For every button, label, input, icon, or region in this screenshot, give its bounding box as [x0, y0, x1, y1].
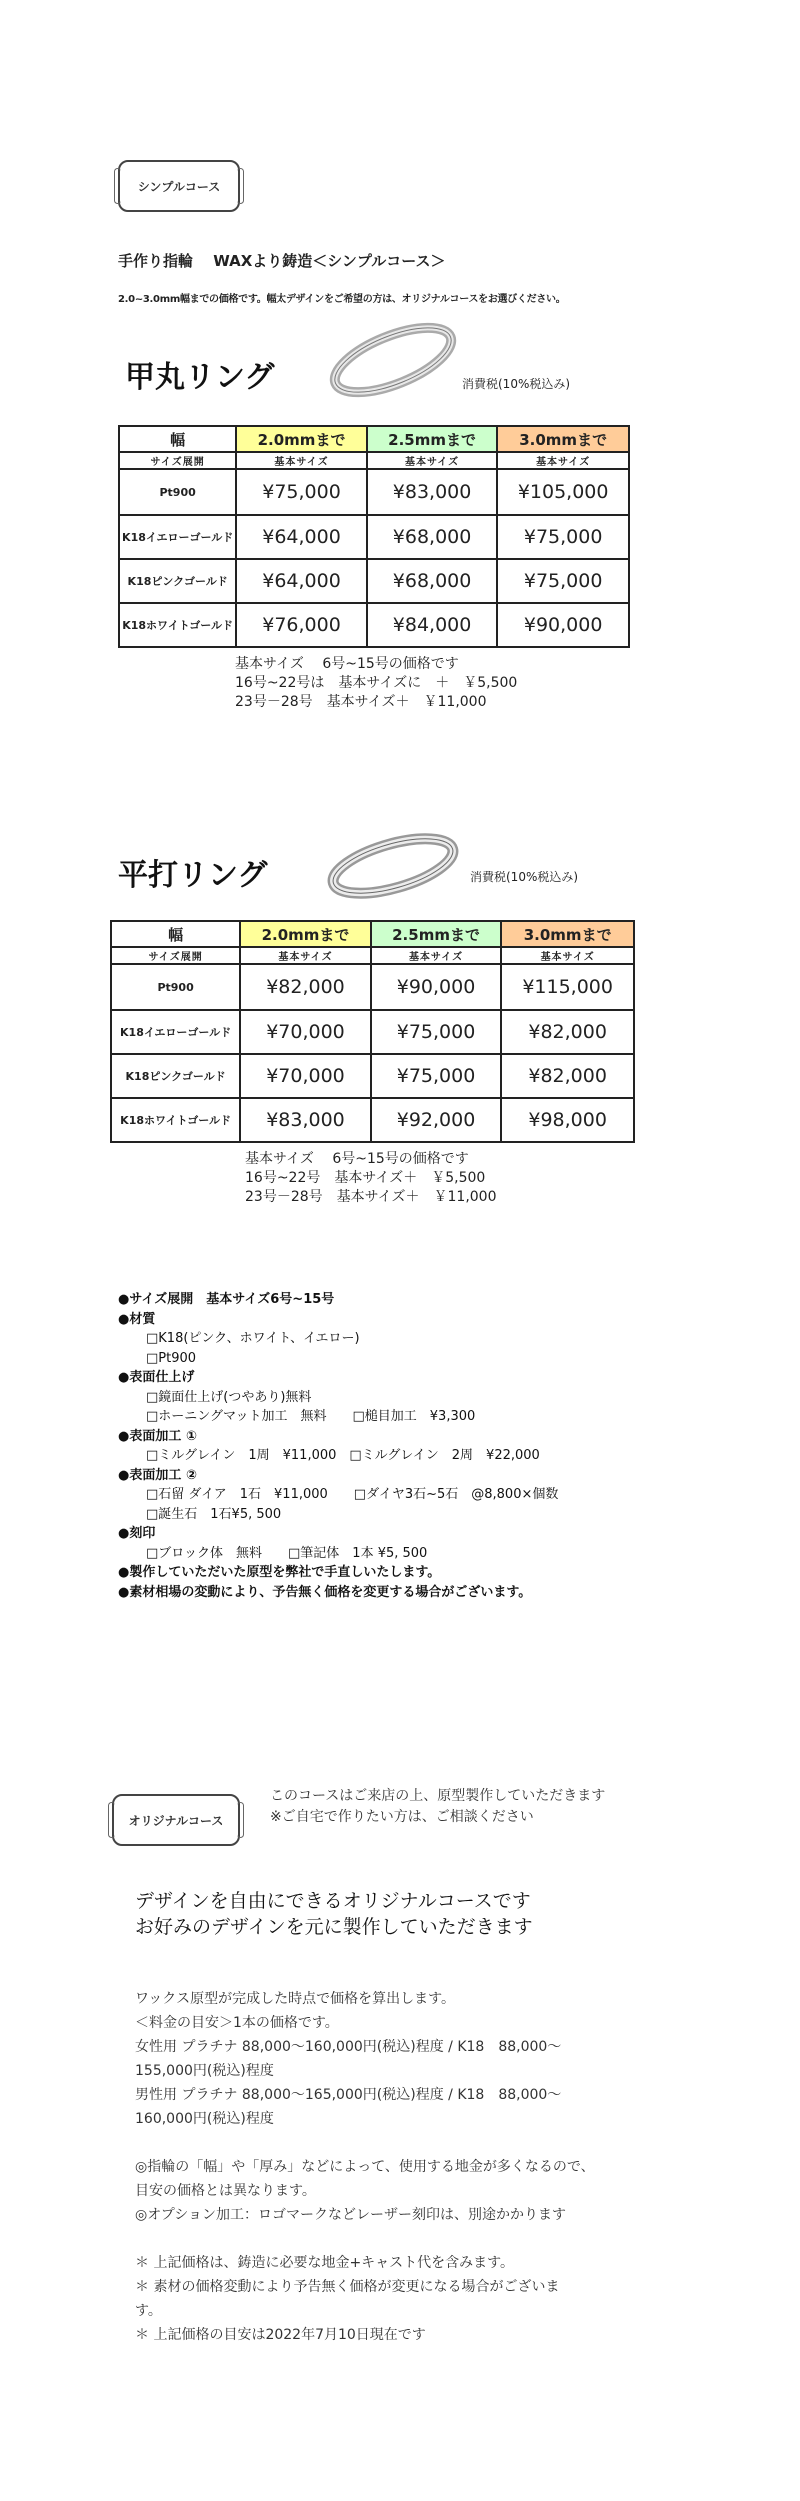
hirauchi-tax-note: 消費税(10%税込み)	[470, 870, 579, 884]
size-header: サイズ展開	[111, 947, 240, 964]
price-cell: ¥82,000	[501, 1054, 634, 1098]
price-cell: ¥75,000	[371, 1054, 502, 1098]
table-row	[119, 469, 629, 515]
width-header: 幅	[119, 426, 236, 452]
body-line: ＊ 上記価格は、鋳造に必要な地金+キャスト代を含みます。	[135, 2255, 515, 2271]
original-lead	[135, 1888, 533, 1940]
width-col-2mm: 2.0mmまで	[236, 426, 367, 452]
base-size-label: 基本サイズ	[501, 947, 634, 964]
body-line: ◎オプション加工：ロゴマークなどレーザー刻印は、別途かかります	[135, 2207, 566, 2223]
base-size-label: 基本サイズ	[367, 452, 498, 469]
material-cell: K18ホワイトゴールド	[119, 603, 236, 647]
size-note: 16号~22号 基本サイズ＋ ￥5,500	[245, 1170, 486, 1186]
price-cell: ¥68,000	[367, 559, 498, 603]
base-size-label: 基本サイズ	[240, 947, 371, 964]
price-cell: ¥76,000	[236, 603, 367, 647]
hirauchi-price-table	[110, 920, 635, 1143]
width-col-3mm: 3.0mmまで	[497, 426, 629, 452]
price-cell: ¥75,000	[497, 515, 629, 559]
spec-line: □鏡面仕上げ(つやあり)無料	[146, 1389, 312, 1405]
width-col-2-5mm: 2.5mmまで	[367, 426, 498, 452]
price-cell: ¥64,000	[236, 559, 367, 603]
spec-line: ●素材相場の変動により、予告無く価格を変更する場合がございます。	[118, 1584, 532, 1600]
body-line: 160,000円(税込)程度	[135, 2111, 274, 2127]
price-cell: ¥90,000	[497, 603, 629, 647]
body-line	[135, 2227, 695, 2251]
koumaru-ring-image	[318, 315, 468, 405]
simple-course-label-text: シンプルコース	[137, 179, 221, 194]
original-intro	[270, 1786, 605, 1828]
body-line: ＊ 素材の価格変動により予告無く価格が変更になる場合がございま	[135, 2279, 560, 2295]
width-col-2mm: 2.0mmまで	[240, 921, 371, 947]
body-line: 男性用 プラチナ 88,000～165,000円(税込)程度 / K18 88,000～	[135, 2087, 562, 2103]
koumaru-size-notes	[235, 655, 517, 712]
price-cell: ¥83,000	[367, 469, 498, 515]
price-cell: ¥83,000	[240, 1098, 371, 1142]
base-size-label: 基本サイズ	[371, 947, 502, 964]
koumaru-tax-note: 消費税(10%税込み)	[462, 377, 571, 391]
hirauchi-title: 平打リング	[118, 858, 268, 893]
size-note: 基本サイズ 6号~15号の価格です	[235, 656, 459, 672]
spec-line: ●刻印	[118, 1526, 156, 1541]
original-course-label	[112, 1794, 240, 1846]
table-row	[119, 515, 629, 559]
hirauchi-size-notes	[245, 1150, 497, 1207]
body-line: 目安の価格とは異なります。	[135, 2183, 316, 2199]
price-cell: ¥64,000	[236, 515, 367, 559]
body-line	[135, 2131, 695, 2155]
spec-line: ●製作していただいた原型を弊社で手直しいたします。	[118, 1565, 441, 1580]
body-line: ＊ 上記価格の目安は2022年7月10日現在です	[135, 2327, 426, 2343]
width-header: 幅	[111, 921, 240, 947]
price-cell: ¥82,000	[501, 1010, 634, 1054]
body-line: す。	[135, 2303, 162, 2319]
price-cell: ¥70,000	[240, 1010, 371, 1054]
price-cell: ¥75,000	[371, 1010, 502, 1054]
spec-line: ●表面加工 ②	[118, 1467, 197, 1483]
price-cell: ¥98,000	[501, 1098, 634, 1142]
size-header: サイズ展開	[119, 452, 236, 469]
table-row	[111, 1010, 634, 1054]
spec-line: □Pt900	[146, 1350, 197, 1366]
koumaru-price-table	[118, 425, 630, 648]
body-line: 女性用 プラチナ 88,000～160,000円(税込)程度 / K18 88,000～	[135, 2039, 562, 2055]
spec-line: ●表面加工 ①	[118, 1428, 197, 1444]
price-cell: ¥115,000	[501, 964, 634, 1010]
table-row	[119, 559, 629, 603]
spec-line: □誕生石 1石¥5, 500	[146, 1506, 282, 1522]
body-line: ワックス原型が完成した時点で価格を算出します。	[135, 1991, 456, 2007]
material-cell: Pt900	[111, 964, 240, 1010]
base-size-label: 基本サイズ	[497, 452, 629, 469]
price-cell: ¥82,000	[240, 964, 371, 1010]
table-row	[111, 1098, 634, 1142]
original-lead-line: お好みのデザインを元に製作していただきます	[135, 1916, 533, 1938]
original-body	[135, 1987, 695, 2347]
price-cell: ¥70,000	[240, 1054, 371, 1098]
simple-course-subtext: 2.0~3.0mm幅までの価格です。幅太デザインをご希望の方は、オリジナルコースをお選びください。	[118, 294, 566, 305]
original-intro-line: このコースはご来店の上、原型製作していただきます	[270, 1788, 606, 1804]
table-row	[119, 603, 629, 647]
simple-course-heading: 手作り指輪 WAXより鋳造＜シンプルコース＞	[118, 252, 446, 270]
table-row	[111, 1054, 634, 1098]
price-cell: ¥75,000	[236, 469, 367, 515]
spec-line: ●材質	[118, 1311, 156, 1327]
spec-line: □ホーニングマット加工 無料 □槌目加工 ¥3,300	[146, 1409, 476, 1424]
base-size-label: 基本サイズ	[236, 452, 367, 469]
material-cell: K18イエローゴールド	[119, 515, 236, 559]
spec-line: ●サイズ展開 基本サイズ6号~15号	[118, 1292, 335, 1307]
table-row	[111, 964, 634, 1010]
price-cell: ¥92,000	[371, 1098, 502, 1142]
hirauchi-ring-image	[318, 820, 468, 910]
original-intro-line: ※ご自宅で作りたい方は、ご相談ください	[270, 1809, 534, 1825]
spec-line: □ミルグレイン 1周 ¥11,000 □ミルグレイン 2周 ¥22,000	[146, 1448, 540, 1463]
simple-course-label	[118, 160, 240, 212]
price-cell: ¥90,000	[371, 964, 502, 1010]
size-note: 16号~22号は 基本サイズに ＋ ￥5,500	[235, 675, 518, 691]
original-lead-line: デザインを自由にできるオリジナルコースです	[135, 1890, 531, 1912]
body-line: ◎指輪の「幅」や「厚み」などによって、使用する地金が多くなるので、	[135, 2159, 595, 2175]
koumaru-title: 甲丸リング	[125, 360, 275, 395]
original-course-label-text: オリジナルコース	[128, 1813, 224, 1828]
body-line: 155,000円(税込)程度	[135, 2063, 274, 2079]
spec-line: □石留 ダイア 1石 ¥11,000 □ダイヤ3石~5石 @8,800×個数	[146, 1487, 559, 1502]
size-note: 23号－28号 基本サイズ＋ ￥11,000	[245, 1189, 497, 1205]
material-cell: K18ピンクゴールド	[119, 559, 236, 603]
spec-line: □K18(ピンク、ホワイト、イエロー)	[146, 1331, 360, 1346]
material-cell: Pt900	[119, 469, 236, 515]
width-col-2-5mm: 2.5mmまで	[371, 921, 502, 947]
price-cell: ¥84,000	[367, 603, 498, 647]
body-line: ＜料金の目安＞1本の価格です。	[135, 2015, 339, 2031]
material-cell: K18ホワイトゴールド	[111, 1098, 240, 1142]
spec-line: ●表面仕上げ	[118, 1370, 195, 1385]
price-cell: ¥75,000	[497, 559, 629, 603]
material-cell: K18ピンクゴールド	[111, 1054, 240, 1098]
price-cell: ¥68,000	[367, 515, 498, 559]
size-note: 基本サイズ 6号~15号の価格です	[245, 1151, 469, 1167]
size-note: 23号－28号 基本サイズ＋ ￥11,000	[235, 694, 487, 710]
spec-list	[118, 1290, 678, 1602]
width-col-3mm: 3.0mmまで	[501, 921, 634, 947]
spec-line: □ブロック体 無料 □筆記体 1本 ¥5, 500	[146, 1545, 428, 1561]
price-cell: ¥105,000	[497, 469, 629, 515]
material-cell: K18イエローゴールド	[111, 1010, 240, 1054]
